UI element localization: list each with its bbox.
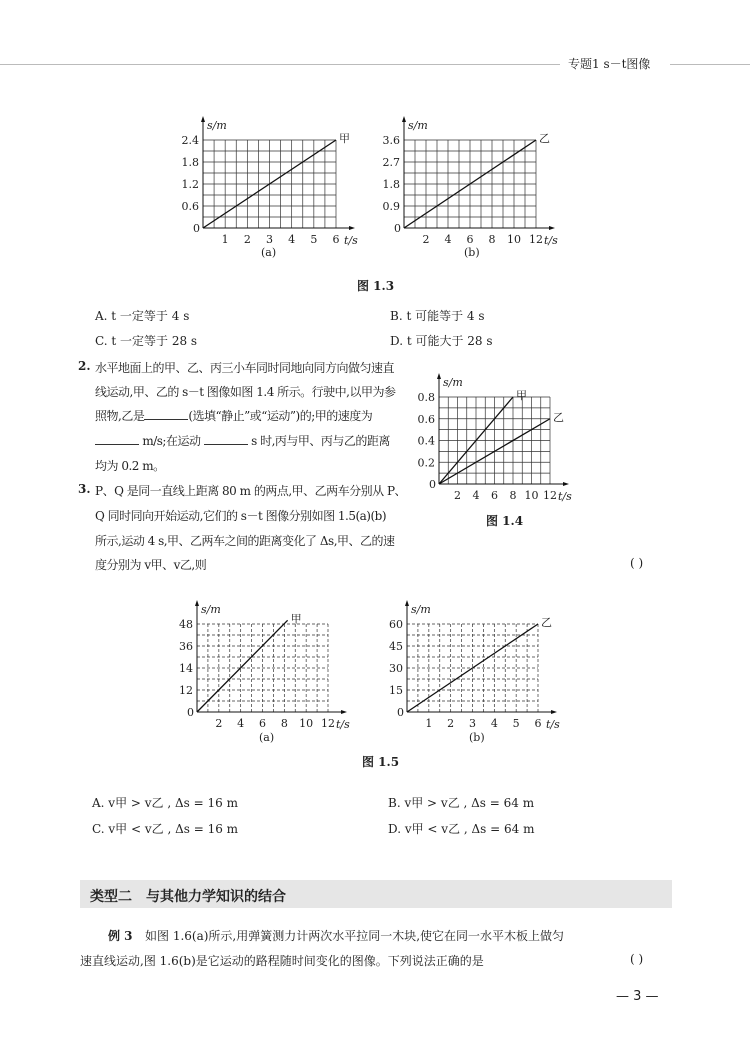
x-tick-label: 4 [288, 233, 296, 246]
origin-label: 0 [193, 222, 200, 235]
subfig-label: (b) [469, 731, 485, 744]
question-text: 度分别为 v甲、v乙,则 [95, 558, 207, 572]
x-tick-label: 4 [472, 489, 480, 502]
x-tick-label: 5 [310, 233, 318, 246]
x-axis-label: t/s [558, 490, 572, 503]
y-axis-arrow-icon [405, 600, 409, 606]
y-tick-label: 60 [389, 618, 403, 631]
y-tick-label: 3.6 [382, 134, 400, 147]
y-tick-label: 14 [179, 662, 193, 675]
series-label: 乙 [539, 132, 550, 145]
origin-label: 0 [397, 706, 404, 719]
y-tick-label: 0.2 [417, 456, 435, 470]
option-d: D. v甲 < v乙 , Δs = 64 m [388, 822, 535, 836]
y-tick-label: 1.8 [382, 178, 400, 191]
answer-parentheses[interactable]: ( ) [630, 952, 644, 966]
x-tick-label: 1 [221, 233, 229, 246]
answer-parentheses[interactable]: ( ) [630, 556, 644, 570]
y-tick-label: 0.8 [417, 391, 435, 404]
figure-caption: 图 1.3 [357, 279, 395, 293]
x-axis-label: t/s [344, 234, 358, 247]
x-tick-label: 2 [243, 233, 251, 246]
x-tick-label: 6 [466, 233, 474, 246]
x-tick-label: 5 [512, 717, 520, 730]
y-tick-label: 36 [179, 640, 193, 653]
option-d: D. t 可能大于 28 s [390, 334, 493, 348]
y-tick-label: 0.9 [382, 200, 400, 213]
x-tick-label: 3 [469, 717, 476, 730]
x-tick-label: 4 [490, 717, 498, 730]
y-tick-label: 2.7 [382, 156, 400, 169]
y-axis-label: s/m [408, 119, 428, 132]
origin-label: 0 [394, 222, 401, 235]
figure-caption: 图 1.5 [362, 755, 400, 769]
y-tick-label: 0.6 [181, 200, 199, 213]
series-label: 乙 [553, 410, 564, 424]
subfig-label: (a) [259, 731, 275, 744]
text: m/s;在运动 [142, 434, 201, 448]
option-c: C. v甲 < v乙 , Δs = 16 m [92, 822, 239, 836]
x-tick-label: 6 [259, 717, 266, 730]
x-axis-label: t/s [546, 718, 560, 731]
example-text: 速直线运动,图 1.6(b)是它运动的路程随时间变化的图像。下列说法正确的是 [80, 954, 484, 968]
option-b: B. v甲 > v乙 , Δs = 64 m [388, 796, 535, 810]
option-a: A. v甲 > v乙 , Δs = 16 m [92, 796, 238, 810]
y-tick-label: 0.6 [417, 412, 435, 426]
series-label: 甲 [290, 612, 302, 626]
series-label: 乙 [541, 616, 552, 629]
text: (选填“静止”或“运动”)的;甲的速度为 [188, 409, 373, 423]
y-axis-label: s/m [443, 376, 463, 389]
x-tick-label: 2 [215, 717, 223, 730]
x-tick-label: 4 [237, 717, 245, 730]
x-tick-label: 4 [444, 233, 452, 246]
option-b: B. t 可能等于 4 s [390, 309, 485, 323]
page-number: — 3 — [616, 989, 659, 1004]
x-tick-label: 10 [524, 489, 539, 502]
question-text: 水平地面上的甲、乙、丙三小车同时同地向同方向做匀速直 [95, 361, 395, 375]
x-tick-label: 12 [529, 233, 543, 246]
text: 照物,乙是 [95, 409, 145, 423]
origin-label: 0 [429, 478, 436, 491]
y-tick-label: 30 [389, 662, 403, 675]
y-axis-label: s/m [201, 603, 221, 616]
x-tick-label: 10 [299, 717, 314, 730]
question-text: 所示,运动 4 s,甲、乙两车之间的距离变化了 Δs,甲、乙的速 [95, 534, 395, 548]
x-tick-label: 8 [280, 717, 288, 730]
x-axis-label: t/s [544, 234, 558, 247]
figure-caption: 图 1.4 [486, 514, 524, 528]
x-tick-label: 12 [543, 489, 557, 502]
series-label: 甲 [516, 389, 527, 402]
question-text: P、Q 是同一直线上距离 80 m 的两点,甲、乙两车分别从 P、 [95, 484, 407, 498]
x-tick-label: 10 [507, 233, 521, 246]
x-tick-label: 8 [488, 233, 496, 246]
y-tick-label: 1.2 [181, 178, 199, 191]
question-number: 3. [78, 482, 91, 496]
y-tick-label: 0.4 [417, 434, 435, 448]
x-tick-label: 12 [321, 717, 335, 730]
y-axis-label: s/m [207, 119, 227, 132]
x-axis-arrow-icon [551, 710, 557, 714]
option-c: C. t 一定等于 28 s [95, 334, 198, 348]
y-axis-label: s/m [411, 603, 431, 616]
option-a: A. t 一定等于 4 s [95, 309, 190, 323]
y-tick-label: 12 [179, 684, 193, 697]
question-number: 2. [78, 359, 91, 373]
y-tick-label: 48 [179, 618, 193, 631]
x-tick-label: 6 [491, 489, 498, 502]
series-label: 甲 [339, 132, 350, 145]
question-text: 线运动,甲、乙的 s－t 图像如图 1.4 所示。行驶中,以甲为参 [95, 385, 396, 399]
subfig-label: (b) [464, 246, 480, 259]
section-title: 类型二 与其他力学知识的结合 [90, 889, 286, 905]
x-tick-label: 2 [447, 717, 455, 730]
y-tick-label: 15 [389, 684, 403, 697]
text: s 时,丙与甲、丙与乙的距离 [251, 434, 390, 448]
section-heading-bar [80, 880, 672, 908]
running-header: 专题1 s－t图像 [568, 57, 651, 71]
x-tick-label: 3 [266, 233, 273, 246]
x-tick-label: 2 [422, 233, 430, 246]
x-tick-label: 8 [509, 489, 517, 502]
x-axis-label: t/s [336, 718, 350, 731]
question-text: 均为 0.2 m。 [95, 459, 165, 473]
y-tick-label: 2.4 [181, 134, 199, 147]
subfig-label: (a) [261, 246, 277, 259]
question-text: Q 同时同向开始运动,它们的 s－t 图像分别如图 1.5(a)(b) [95, 509, 387, 523]
example-text: 如图 1.6(a)所示,用弹簧测力计两次水平拉同一木块,使它在同一水平木板上做匀 [145, 929, 565, 943]
y-tick-label: 45 [389, 640, 403, 653]
x-tick-label: 1 [425, 717, 433, 730]
example-label: 例 3 [108, 929, 133, 943]
origin-label: 0 [187, 706, 194, 719]
x-tick-label: 6 [332, 233, 340, 246]
x-tick-label: 6 [534, 717, 542, 730]
y-tick-label: 1.8 [181, 156, 199, 169]
x-tick-label: 2 [454, 489, 461, 502]
